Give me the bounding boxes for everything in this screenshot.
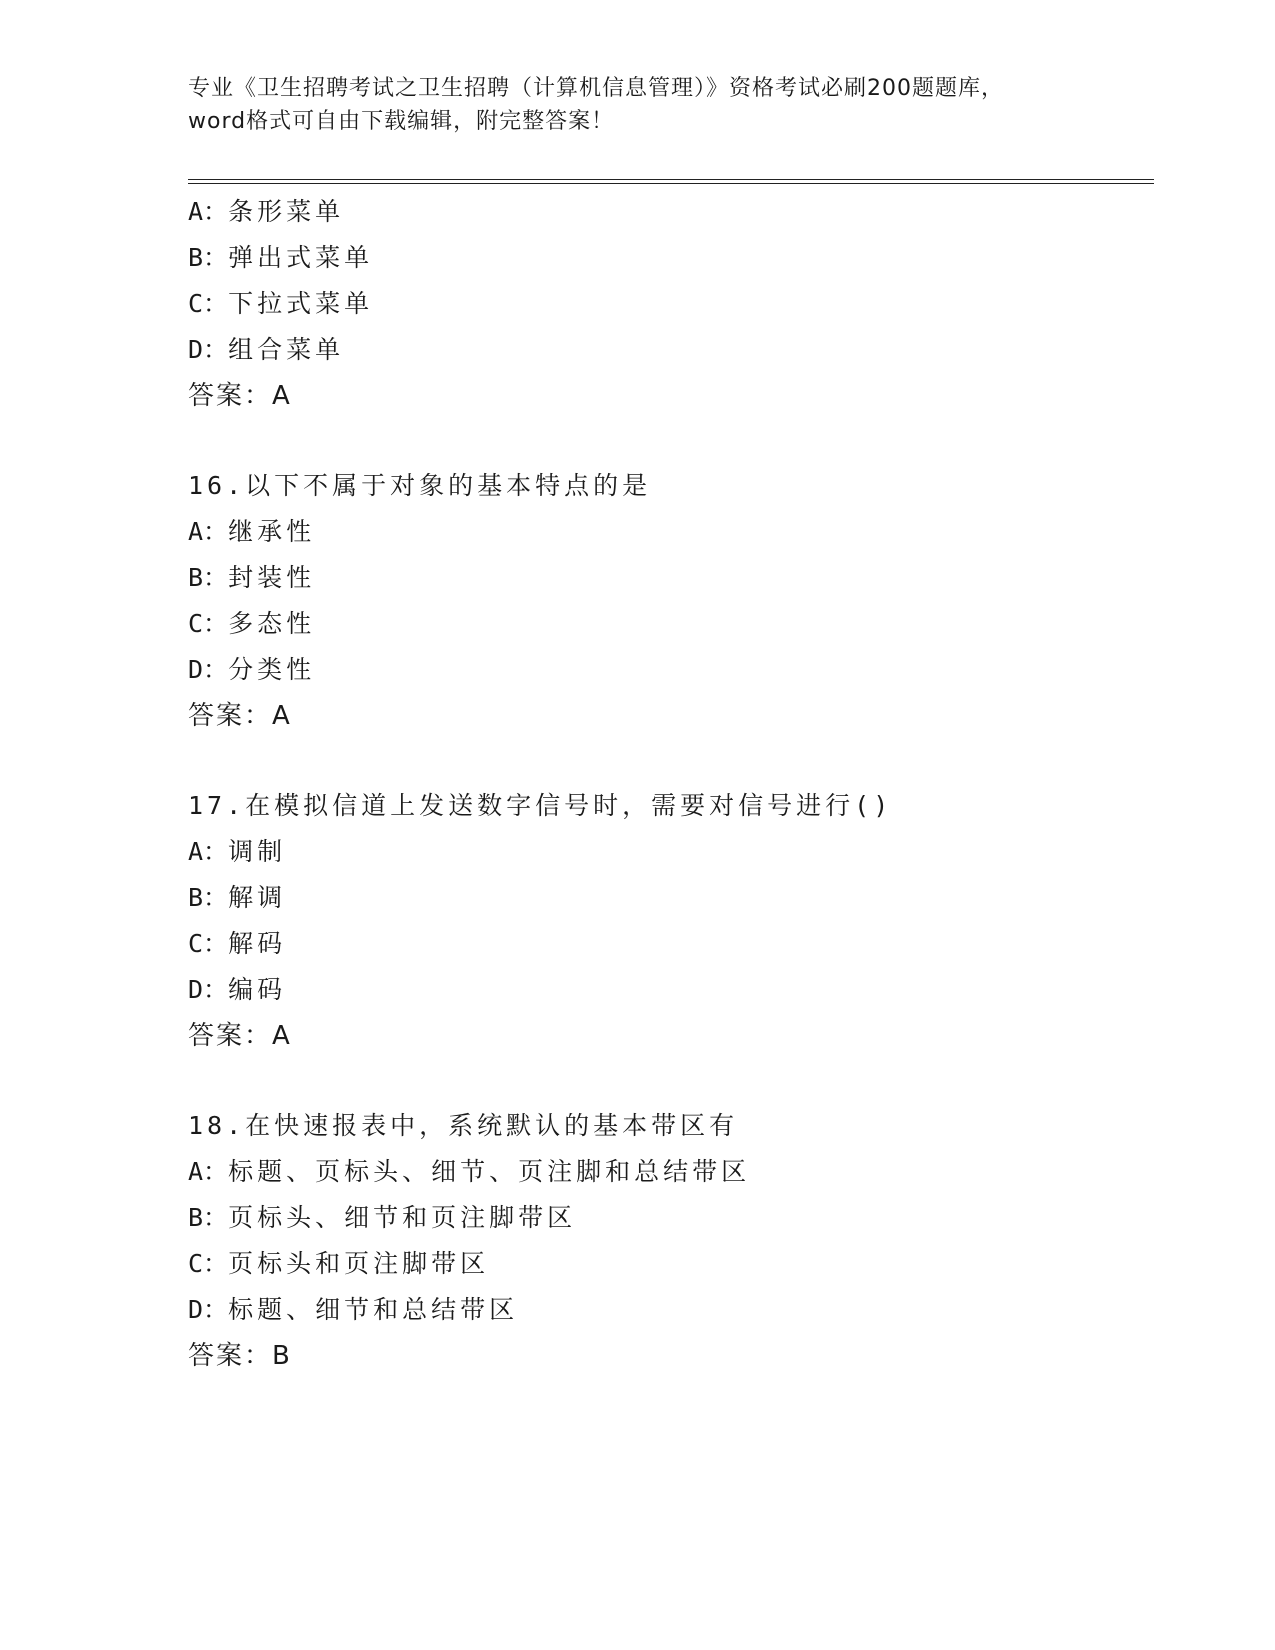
option-b: B：解调 xyxy=(188,883,287,912)
option-c: C：页标头和页注脚带区 xyxy=(188,1249,490,1278)
option-d: D：分类性 xyxy=(188,655,316,684)
header-title-line-2: word格式可自由下载编辑，附完整答案！ xyxy=(188,109,615,134)
header-divider-bottom xyxy=(188,183,1154,184)
option-a: A：标题、页标头、细节、页注脚和总结带区 xyxy=(188,1157,751,1186)
question-spacer xyxy=(188,739,1154,783)
option-a: A：条形菜单 xyxy=(188,197,345,226)
option-b: B：封装性 xyxy=(188,563,316,592)
question-stem: 16.以下不属于对象的基本特点的是 xyxy=(188,471,652,500)
option-c: C：多态性 xyxy=(188,609,316,638)
option-c: C：解码 xyxy=(188,929,287,958)
document-header xyxy=(188,72,1088,138)
question-block-prev xyxy=(188,189,1154,419)
question-block-17 xyxy=(188,783,1154,1059)
option-c: C：下拉式菜单 xyxy=(188,289,374,318)
question-stem: 17.在模拟信道上发送数字信号时，需要对信号进行() xyxy=(188,791,893,820)
answer-line: 答案：A xyxy=(188,701,292,731)
option-d: D：组合菜单 xyxy=(188,335,345,364)
question-spacer xyxy=(188,1059,1154,1103)
option-d: D：编码 xyxy=(188,975,287,1004)
question-list xyxy=(188,189,1154,1379)
answer-line: 答案：A xyxy=(188,381,292,411)
option-b: B：页标头、细节和页注脚带区 xyxy=(188,1203,577,1232)
question-block-16 xyxy=(188,463,1154,739)
answer-line: 答案：A xyxy=(188,1021,292,1051)
header-divider-top xyxy=(188,179,1154,180)
option-a: A：调制 xyxy=(188,837,287,866)
header-title-line-1: 专业《卫生招聘考试之卫生招聘（计算机信息管理）》资格考试必刷200题题库， xyxy=(188,76,1004,101)
question-stem: 18.在快速报表中，系统默认的基本带区有 xyxy=(188,1111,739,1140)
option-a: A：继承性 xyxy=(188,517,316,546)
option-b: B：弹出式菜单 xyxy=(188,243,374,272)
question-block-18 xyxy=(188,1103,1154,1379)
question-spacer xyxy=(188,419,1154,463)
answer-line: 答案：B xyxy=(188,1341,292,1371)
option-d: D：标题、细节和总结带区 xyxy=(188,1295,519,1324)
